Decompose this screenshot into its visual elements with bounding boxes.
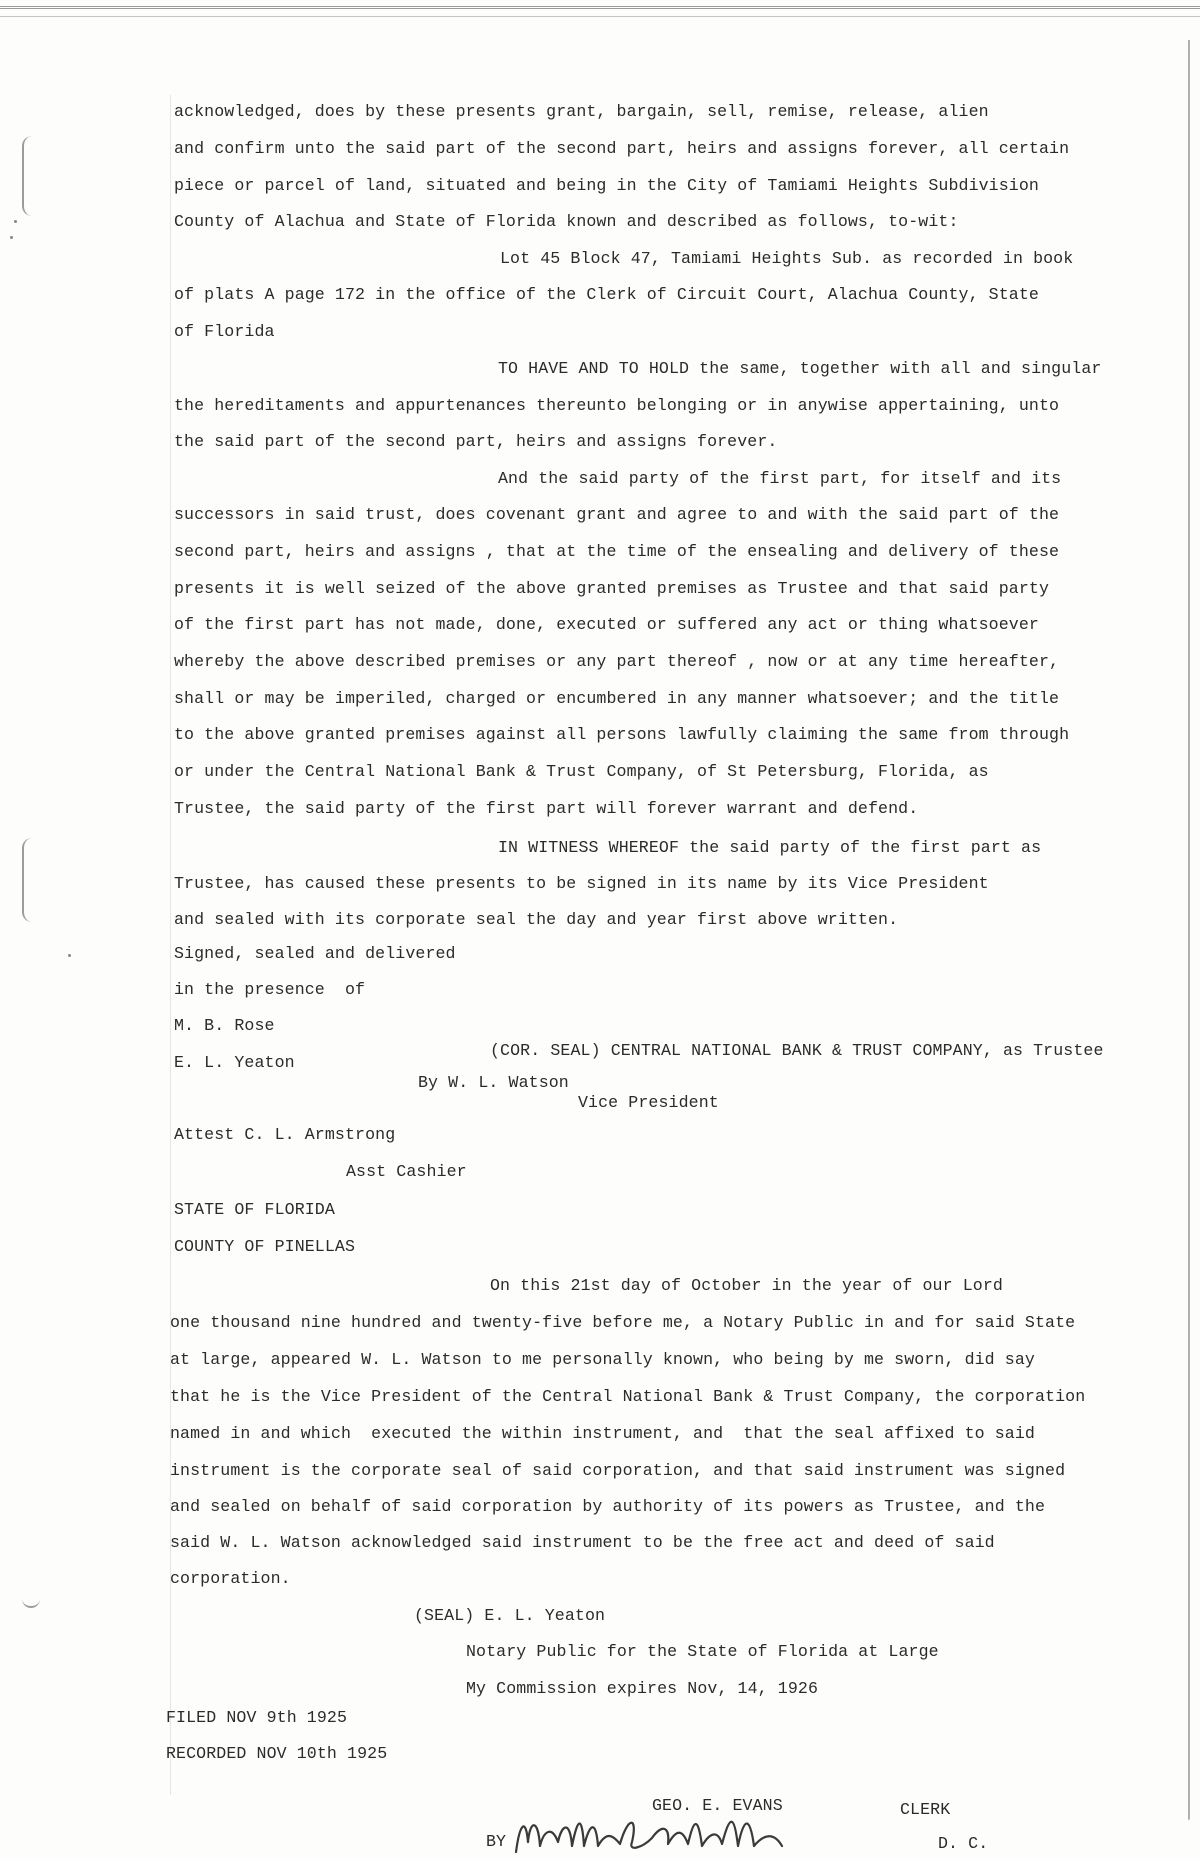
body-line: shall or may be imperiled, charged or encumbered in any manner whatsoever; and the title	[174, 689, 1060, 708]
body-line: piece or parcel of land, situated and being in the City of Tamiami Heights Subdivision	[174, 176, 1039, 195]
body-line: of the first part has not made, done, executed or suffered any act or thing whatsoever	[174, 615, 1039, 634]
binder-hole-mark	[22, 1588, 40, 1608]
acknowledgment-line: named in and which executed the within instrument, and that the seal affixed to said	[170, 1424, 1035, 1443]
top-border-rule-secondary	[0, 16, 1200, 17]
deputy-clerk-label: D. C.	[938, 1834, 989, 1853]
notary-title: Notary Public for the State of Florida at Large	[466, 1642, 939, 1661]
by-label: BY	[486, 1832, 507, 1851]
binder-hole-mark	[22, 838, 42, 922]
body-line: the said part of the second part, heirs and assigns forever.	[174, 432, 778, 451]
witness-name: E. L. Yeaton	[174, 1053, 295, 1072]
body-line: of Florida	[174, 322, 275, 341]
body-line: the hereditaments and appurtenances thereunto belonging or in anywise appertaining, unto	[174, 396, 1060, 415]
body-line: or under the Central National Bank & Trust Company, of St Petersburg, Florida, as	[174, 762, 989, 781]
venue-county: COUNTY OF PINELLAS	[174, 1237, 356, 1256]
filed-date: FILED NOV 9th 1925	[166, 1708, 348, 1727]
attest-name: Attest C. L. Armstrong	[174, 1125, 396, 1144]
body-line: and sealed with its corporate seal the day and year first above written.	[174, 910, 899, 929]
corporate-seal-signatory: (COR. SEAL) CENTRAL NATIONAL BANK & TRUST COMPANY, as Trustee	[490, 1041, 1104, 1060]
acknowledgment-line: and sealed on behalf of said corporation by authority of its powers as Trustee, and the	[170, 1497, 1046, 1516]
signer-name: By W. L. Watson	[418, 1073, 569, 1092]
notary-seal-name: (SEAL) E. L. Yeaton	[414, 1606, 606, 1625]
body-line: to the above granted premises against all persons lawfully claiming the same from through	[174, 725, 1070, 744]
body-line: and confirm unto the said part of the second part, heirs and assigns forever, all certain	[174, 139, 1070, 158]
acknowledgment-line: corporation.	[170, 1569, 291, 1588]
body-line: Trustee, the said party of the first part will forever warrant and defend.	[174, 799, 919, 818]
body-line: of plats A page 172 in the office of the Clerk of Circuit Court, Alachua County, State	[174, 285, 1039, 304]
deputy-clerk-signature	[512, 1812, 872, 1858]
habendum-heading-line: TO HAVE AND TO HOLD the same, together with all and singular	[498, 359, 1102, 378]
body-line: second part, heirs and assigns , that at the time of the ensealing and delivery of these	[174, 542, 1060, 561]
notary-commission: My Commission expires Nov, 14, 1926	[466, 1679, 819, 1698]
paper-speck	[10, 236, 13, 239]
body-line: successors in said trust, does covenant grant and agree to and with the said part of the	[174, 505, 1060, 524]
testimonium-line: IN WITNESS WHEREOF the said party of the first part as	[498, 838, 1042, 857]
body-line: presents it is well seized of the above granted premises as Trustee and that said party	[174, 579, 1050, 598]
attest-title: Asst Cashier	[346, 1162, 467, 1181]
body-line: acknowledged, does by these presents grant, bargain, sell, remise, release, alien	[174, 102, 989, 121]
recorded-date: RECORDED NOV 10th 1925	[166, 1744, 388, 1763]
venue-state: STATE OF FLORIDA	[174, 1200, 335, 1219]
signer-title: Vice President	[578, 1093, 719, 1112]
acknowledgment-line: that he is the Vice President of the Central National Bank & Trust Company, the corporation	[170, 1387, 1086, 1406]
acknowledgment-line: one thousand nine hundred and twenty-five before me, a Notary Public in and for said State	[170, 1313, 1076, 1332]
body-line: And the said party of the first part, for itself and its	[498, 469, 1062, 488]
witness-name: M. B. Rose	[174, 1016, 275, 1035]
body-line: Trustee, has caused these presents to be signed in its name by its Vice President	[174, 874, 989, 893]
acknowledgment-line: said W. L. Watson acknowledged said instrument to be the free act and deed of said	[170, 1533, 995, 1552]
clerk-title: CLERK	[900, 1800, 951, 1819]
body-line: Lot 45 Block 47, Tamiami Heights Sub. as recorded in book	[500, 249, 1074, 268]
binder-hole-mark	[22, 136, 42, 216]
top-border-rule	[0, 6, 1200, 9]
signed-sealed-delivered: Signed, sealed and delivered	[174, 944, 456, 963]
acknowledgment-line: instrument is the corporate seal of said corporation, and that said instrument was signed	[170, 1461, 1066, 1480]
body-line: whereby the above described premises or any part thereof , now or at any time hereafter,	[174, 652, 1060, 671]
page-right-edge	[1188, 40, 1190, 1820]
acknowledgment-line: at large, appeared W. L. Watson to me personally known, who being by me sworn, did say	[170, 1350, 1035, 1369]
clerk-name: GEO. E. EVANS	[652, 1796, 783, 1815]
in-presence-of: in the presence of	[174, 980, 366, 999]
paper-speck	[68, 954, 71, 957]
acknowledgment-line: On this 21st day of October in the year of our Lord	[490, 1276, 1003, 1295]
paper-speck	[14, 220, 17, 223]
body-line: County of Alachua and State of Florida known and described as follows, to-wit:	[174, 212, 959, 231]
